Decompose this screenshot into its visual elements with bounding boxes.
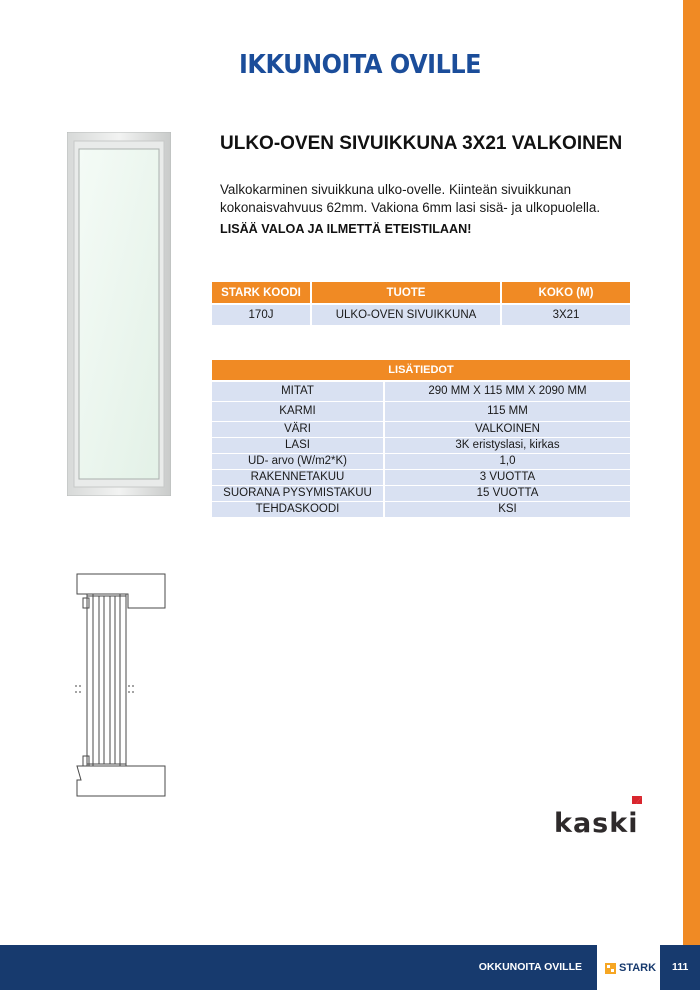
orange-side-bar <box>683 0 700 945</box>
detail-value: 15 VUOTTA <box>385 486 630 502</box>
details-header: LISÄTIEDOT <box>212 360 630 382</box>
column-header: STARK KOODI <box>212 282 312 303</box>
window-section-drawing <box>73 568 173 800</box>
detail-label: RAKENNETAKUU <box>212 470 385 486</box>
stark-logo-box <box>597 945 660 990</box>
detail-label: LASI <box>212 438 385 454</box>
product-table <box>212 282 630 325</box>
window-product-image <box>67 132 171 496</box>
table-cell: ULKO-OVEN SIVUIKKUNA <box>312 303 502 325</box>
detail-value: 3K eristyslasi, kirkas <box>385 438 630 454</box>
detail-value: 115 MM <box>385 402 630 422</box>
table-cell: 3X21 <box>502 303 630 325</box>
detail-value: 290 MM X 115 MM X 2090 MM <box>385 382 630 402</box>
table-row <box>212 402 630 422</box>
product-title: ULKO-OVEN SIVUIKKUNA 3X21 VALKOINEN <box>220 133 623 154</box>
detail-value: 3 VUOTTA <box>385 470 630 486</box>
table-row <box>212 486 630 502</box>
table-row <box>212 438 630 454</box>
table-row <box>212 303 630 325</box>
stark-mark-icon <box>605 963 616 974</box>
kaski-logo <box>554 796 646 836</box>
description-line: Valkokarminen sivuikkuna ulko-ovelle. Kiinteän sivuikkunan <box>220 182 572 197</box>
detail-label: SUORANA PYSYMISTAKUU <box>212 486 385 502</box>
detail-value: KSI <box>385 502 630 518</box>
stark-logo-text: STARK <box>619 962 657 974</box>
details-table <box>212 360 630 518</box>
footer-section-label: OKKUNOITA OVILLE <box>478 961 582 973</box>
detail-label: KARMI <box>212 402 385 422</box>
detail-value: VALKOINEN <box>385 422 630 438</box>
stark-logo <box>605 962 656 974</box>
table-row <box>212 382 630 402</box>
footer-bar <box>0 945 700 990</box>
table-row <box>212 502 630 518</box>
page-number: 111 <box>672 961 689 973</box>
product-description <box>220 181 640 217</box>
detail-label: MITAT <box>212 382 385 402</box>
product-table-header-row <box>212 282 630 303</box>
detail-label: UD- arvo (W/m2*K) <box>212 454 385 470</box>
table-row <box>212 422 630 438</box>
kaski-logo-text: kaski <box>554 808 639 836</box>
table-row <box>212 470 630 486</box>
product-emphasis: LISÄÄ VALOA JA ILMETTÄ ETEISTILAAN! <box>220 222 472 236</box>
description-line: kokonaisvahvuus 62mm. Vakiona 6mm lasi sisä- ja ulkopuolella. <box>220 200 601 215</box>
detail-label: TEHDASKOODI <box>212 502 385 518</box>
table-cell: 170J <box>212 303 312 325</box>
page-heading: IKKUNOITA OVILLE <box>238 50 482 80</box>
table-row <box>212 454 630 470</box>
column-header: KOKO (M) <box>502 282 630 303</box>
detail-label: VÄRI <box>212 422 385 438</box>
column-header: TUOTE <box>312 282 502 303</box>
detail-value: 1,0 <box>385 454 630 470</box>
details-table-header-row <box>212 360 630 382</box>
